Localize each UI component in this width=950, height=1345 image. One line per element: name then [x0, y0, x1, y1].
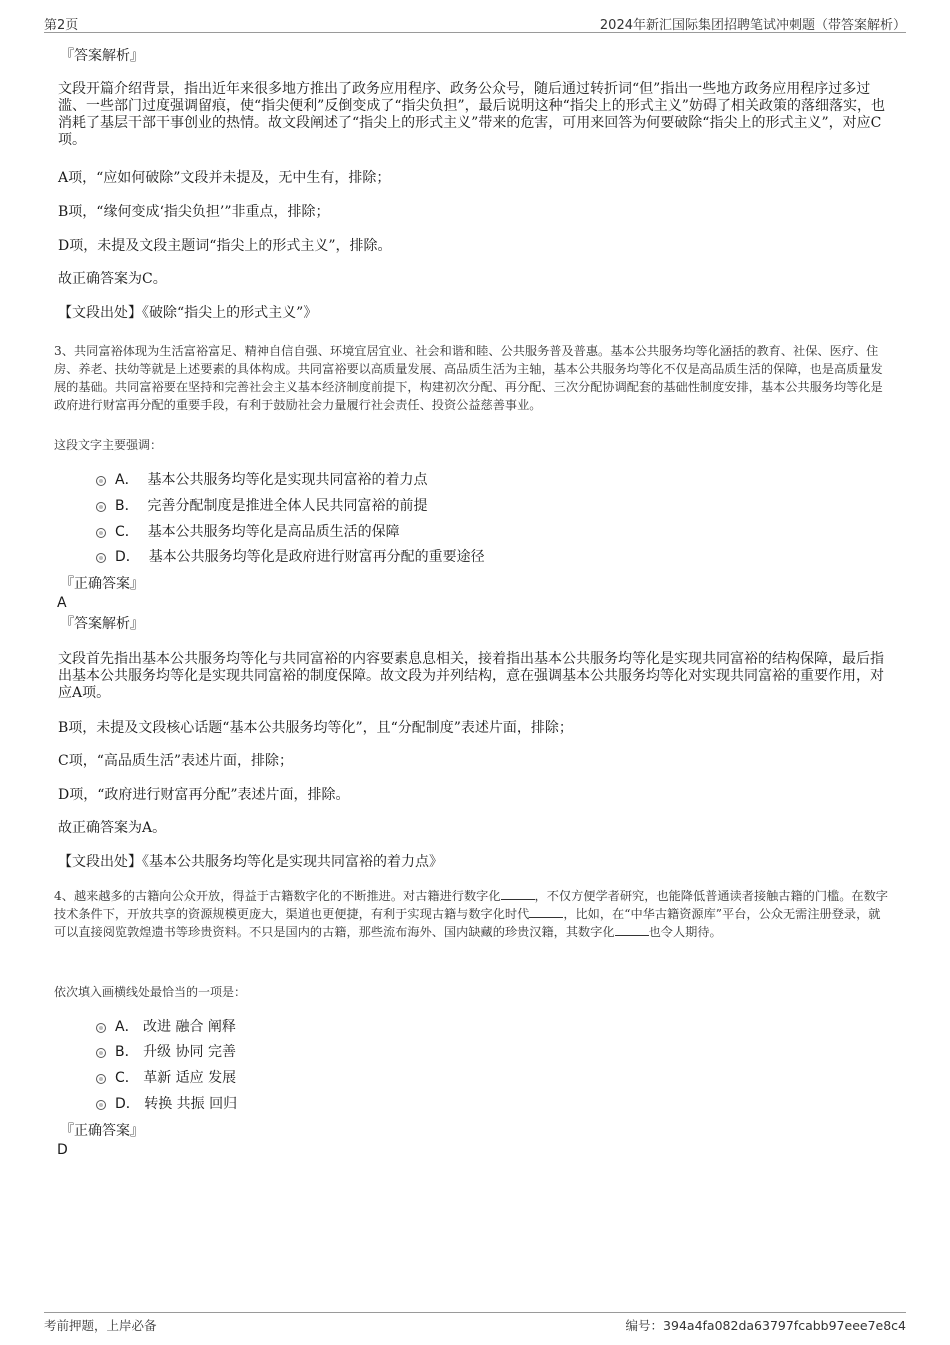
fill-blank-1	[501, 888, 535, 900]
q3-note-b: B项，未提及文段核心话题“基本公共服务均等化”，且“分配制度”表述片面，排除；	[58, 720, 573, 736]
page-number: 第2页	[44, 18, 79, 33]
q3-answer-heading: 『正确答案』	[60, 576, 144, 592]
q3-prompt: 这段文字主要强调：	[54, 438, 163, 452]
q2-note-b: B项，“缘何变成‘指尖负担’”非重点，排除；	[58, 204, 330, 220]
radio-icon[interactable]	[96, 1074, 106, 1084]
q3-analysis-text: 文段首先指出基本公共服务均等化与共同富裕的内容要素息息相关，接着指出基本公共服务均等化是实现共同富裕的结构保障，最后指出基本公共服务均等化是实现共同富裕的制度保障。故文段为并列结构，意在强调基本公共服务均等化对实现共同富裕的重要作用，对应A项。	[58, 651, 884, 701]
q2-note-a: A项，“应如何破除”文段并未提及，无中生有，排除；	[58, 170, 391, 186]
q4-option-c[interactable]: C． 革新 适应 发展	[96, 1070, 236, 1087]
fill-blank-2	[529, 906, 563, 918]
radio-icon[interactable]	[96, 1023, 106, 1033]
q3-source: 【文段出处】《基本公共服务均等化是实现共同富裕的着力点》	[58, 854, 443, 870]
q4-option-d[interactable]: D． 转换 共振 回归	[96, 1096, 237, 1113]
footer-code: 编号：394a4fa082da63797fcabb97eee7e8c4	[625, 1318, 906, 1333]
q3-option-d[interactable]: D． 基本公共服务均等化是政府进行财富再分配的重要途径	[96, 549, 485, 566]
radio-icon[interactable]	[96, 553, 106, 563]
q3-note-d: D项，“政府进行财富再分配”表述片面，排除。	[58, 787, 350, 803]
radio-icon[interactable]	[96, 502, 106, 512]
q4-prompt: 依次填入画横线处最恰当的一项是：	[54, 985, 247, 999]
radio-icon[interactable]	[96, 528, 106, 538]
q3-note-c: C项，“高品质生活”表述片面，排除；	[58, 753, 294, 769]
q2-source: 【文段出处】《破除“指尖上的形式主义”》	[58, 305, 318, 321]
q4-answer-heading: 『正确答案』	[60, 1123, 144, 1139]
radio-icon[interactable]	[96, 476, 106, 486]
radio-icon[interactable]	[96, 1048, 106, 1058]
q2-conclusion: 故正确答案为C。	[58, 271, 167, 287]
q3-stem: 3、共同富裕体现为生活富裕富足、精神自信自强、环境宜居宜业、社会和谐和睦、公共服务普及普惠。基本公共服务均等化涵括的教育、社保、医疗、住房、养老、扶幼等就是上述要素的具体构成。共同富裕要以高质量发展、高品质生活为主轴，基本公共服务均等化不仅是高品质生活的保障，也是高质量发展的基础。共同富裕要在坚持和完善社会主义基本经济制度前提下，构建初次分配、再分配、三次分配协调配套的基础性制度安排，基本公共服务均等化是政府进行财富再分配的重要手段，有利于鼓励社会力量履行社会责任、投资公益慈善事业。	[54, 344, 883, 412]
q4-option-b[interactable]: B． 升级 协同 完善	[96, 1044, 236, 1061]
q3-analysis-heading: 『答案解析』	[60, 616, 144, 632]
page-footer	[44, 1312, 906, 1333]
radio-icon[interactable]	[96, 1100, 106, 1110]
fill-blank-3	[615, 924, 649, 936]
q2-note-d: D项，未提及文段主题词“指尖上的形式主义”，排除。	[58, 238, 392, 254]
q4-stem: 4、越来越多的古籍向公众开放，得益于古籍数字化的不断推进。对古籍进行数字化 ，不仅方便学者研究，也能降低普通读者接触古籍的门槛。在数字技术条件下，开放共享的资源规模更庞大，渠道也更便捷，有利于实现古籍与数字化时代 ，比如，在“中华古籍资源库”平台，公众无需注册登录，就可以直接阅览敦煌遗书等珍贵资料。不只是国内的古籍，那些流布海外、国内缺藏的珍贵汉籍，其数字化 也令人期待。	[54, 889, 888, 939]
q3-answer: A	[57, 595, 67, 611]
q2-analysis-heading: 『答案解析』	[60, 48, 144, 64]
page-header	[44, 12, 906, 33]
q3-option-c[interactable]: C． 基本公共服务均等化是高品质生活的保障	[96, 524, 400, 541]
q4-option-a[interactable]: A． 改进 融合 阐释	[96, 1019, 236, 1036]
footer-slogan: 考前押题，上岸必备	[44, 1318, 157, 1333]
q3-option-a[interactable]: A． 基本公共服务均等化是实现共同富裕的着力点	[96, 472, 427, 489]
q2-analysis-text: 文段开篇介绍背景，指出近年来很多地方推出了政务应用程序、政务公众号，随后通过转折词“但”指出一些地方政务应用程序过多过滥、一些部门过度强调留痕，使“指尖便利”反倒变成了“指尖负担”，最后说明这种“指尖上的形式主义”妨碍了相关政策的落细落实，也消耗了基层干部干事创业的热情。故文段阐述了“指尖上的形式主义”带来的危害，可用来回答为何要破除“指尖上的形式主义”，对应C项。	[58, 81, 885, 148]
q3-option-b[interactable]: B． 完善分配制度是推进全体人民共同富裕的前提	[96, 498, 428, 515]
q3-conclusion: 故正确答案为A。	[58, 820, 167, 836]
q4-answer: D	[57, 1142, 68, 1158]
document-title: 2024年新汇国际集团招聘笔试冲刺题（带答案解析）	[599, 18, 906, 33]
